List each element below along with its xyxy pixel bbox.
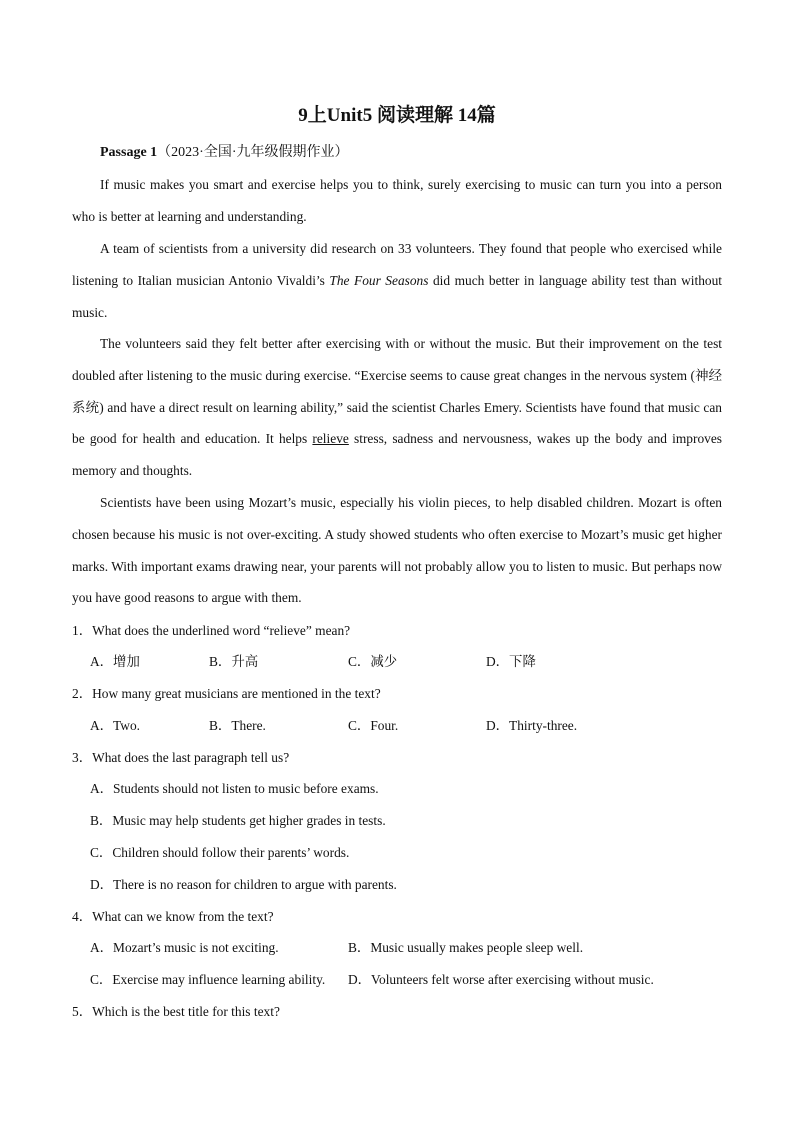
paragraph-3 [72, 328, 722, 487]
q2-option-a: A．Two. [90, 718, 141, 733]
paragraph-3-text-a: The volunteers said they felt better after exercising with or without the music. But their improvement on the test doubled after listening to the music during exercise. “Exercise seems to cause great changes in the nervous system (神经系统) and have a direct result on learning ability,” said the scientist Charles Emery. Scientists have found that music can be good for health and education. It helps [72, 336, 722, 447]
paragraph-1: If music makes you smart and exercise helps you to think, surely exercising to music can turn you into a person who is better at learning and understanding. [72, 177, 722, 224]
question-3: 3．What does the last paragraph tell us? [72, 750, 290, 765]
passage-name: Passage 1 [100, 145, 158, 160]
question-5: 5．Which is the best title for this text? [72, 1004, 280, 1019]
q4-option-a: A．Mozart’s music is not exciting. [90, 940, 279, 955]
question-4: 4．What can we know from the text? [72, 909, 274, 924]
q4-option-c: C．Exercise may influence learning ability. [90, 972, 326, 987]
work-title: The Four Seasons [329, 272, 429, 288]
q1-option-d: D．下降 [486, 654, 536, 669]
passage-heading [100, 143, 349, 163]
q3-option-c: C．Children should follow their parents’ words. [90, 845, 350, 860]
passage-source: （2023·全国·九年级假期作业） [157, 145, 349, 160]
q2-option-d: D．Thirty-three. [486, 718, 578, 733]
q3-option-d: D．There is no reason for children to argue with parents. [90, 877, 397, 892]
page-title: 9上Unit5 阅读理解 14篇 [298, 105, 496, 126]
q3-option-b: B．Music may help students get higher grades in tests. [90, 813, 386, 828]
q1-option-b: B．升高 [209, 654, 259, 669]
paragraph-2-text-c: did much better in language ability test than without music. [72, 272, 723, 320]
q1-option-a: A．增加 [90, 654, 140, 669]
question-1: 1．What does the underlined word “relieve” mean? [72, 623, 351, 638]
paragraph-2-text-a: A team of scientists from a university did research on 33 volunteers. They found that people who exercised while listening to Italian musician Antonio Vivaldi’s [72, 241, 722, 288]
paragraph-2 [72, 233, 722, 328]
q2-option-b: B．There. [209, 718, 266, 733]
q4-option-b: B．Music usually makes people sleep well. [348, 940, 584, 955]
paragraph-4: Scientists have been using Mozart’s music, especially his violin pieces, to help disabled children. Mozart is often chosen because his music is not over-exciting. A study showed students who often exercise to Mozart’s music get higher marks. With important exams drawing near, your parents will not probably allow you to listen to music. But perhaps now you have good reasons to argue with them. [72, 495, 722, 606]
q1-option-c: C．减少 [348, 654, 398, 669]
q4-option-d: D．Volunteers felt worse after exercising without music. [348, 972, 654, 987]
question-2: 2．How many great musicians are mentioned in the text? [72, 686, 381, 701]
q3-option-a: A．Students should not listen to music before exams. [90, 781, 379, 796]
paragraph-3-text-c: stress, sadness and nervousness, wakes up the body and improves memory and thoughts. [72, 431, 722, 479]
q2-option-c: C．Four. [348, 718, 399, 733]
underlined-word: relieve [312, 431, 349, 447]
